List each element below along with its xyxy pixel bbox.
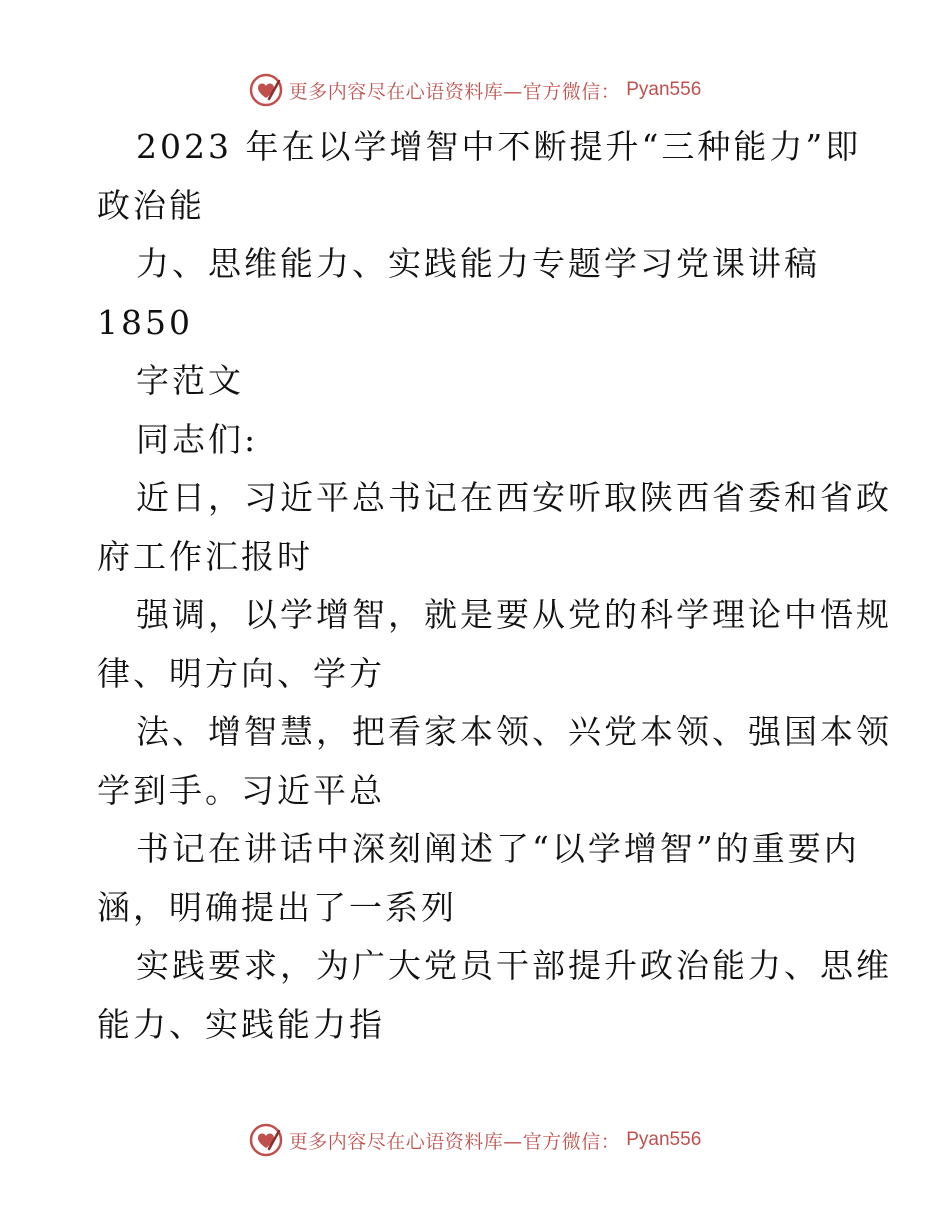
doc-line: 2023 年在以学增智中不断提升“三种能力”即	[136, 127, 862, 166]
wechat-id: Pyan556	[626, 79, 702, 100]
doc-line: 府工作汇报时	[97, 536, 313, 576]
doc-line: 字范文	[136, 361, 244, 400]
doc-line: 学到手。习近平总	[97, 770, 385, 810]
doc-line: 同志们:	[136, 419, 259, 459]
doc-line: 书记在讲话中深刻阐述了“以学增智”的重要内	[136, 829, 860, 868]
doc-line: 近日，习近平总书记在西安听取陕西省委和省政	[136, 478, 892, 517]
heart-pen-logo-icon	[249, 1123, 283, 1157]
doc-line: 1850	[97, 302, 193, 342]
wechat-id: Pyan556	[626, 1129, 702, 1150]
heart-pen-logo-icon	[249, 73, 283, 107]
doc-line: 涵，明确提出了一系列	[97, 887, 457, 927]
doc-line: 强调，以学增智，就是要从党的科学理论中悟规	[136, 595, 892, 634]
footer-banner	[0, 1120, 950, 1160]
doc-line: 能力、实践能力指	[97, 1004, 385, 1044]
document-body	[97, 118, 892, 1054]
banner-text: 更多内容尽在心语资料库—官方微信：	[288, 80, 621, 103]
banner-text: 更多内容尽在心语资料库—官方微信：	[288, 1130, 621, 1153]
doc-line: 力、思维能力、实践能力专题学习党课讲稿	[136, 244, 820, 283]
header-banner	[0, 70, 950, 110]
doc-line: 律、明方向、学方	[97, 653, 385, 693]
doc-line: 实践要求，为广大党员干部提升政治能力、思维	[136, 946, 892, 985]
doc-line: 法、增智慧，把看家本领、兴党本领、强国本领	[136, 712, 892, 751]
doc-line: 政治能	[97, 185, 205, 225]
